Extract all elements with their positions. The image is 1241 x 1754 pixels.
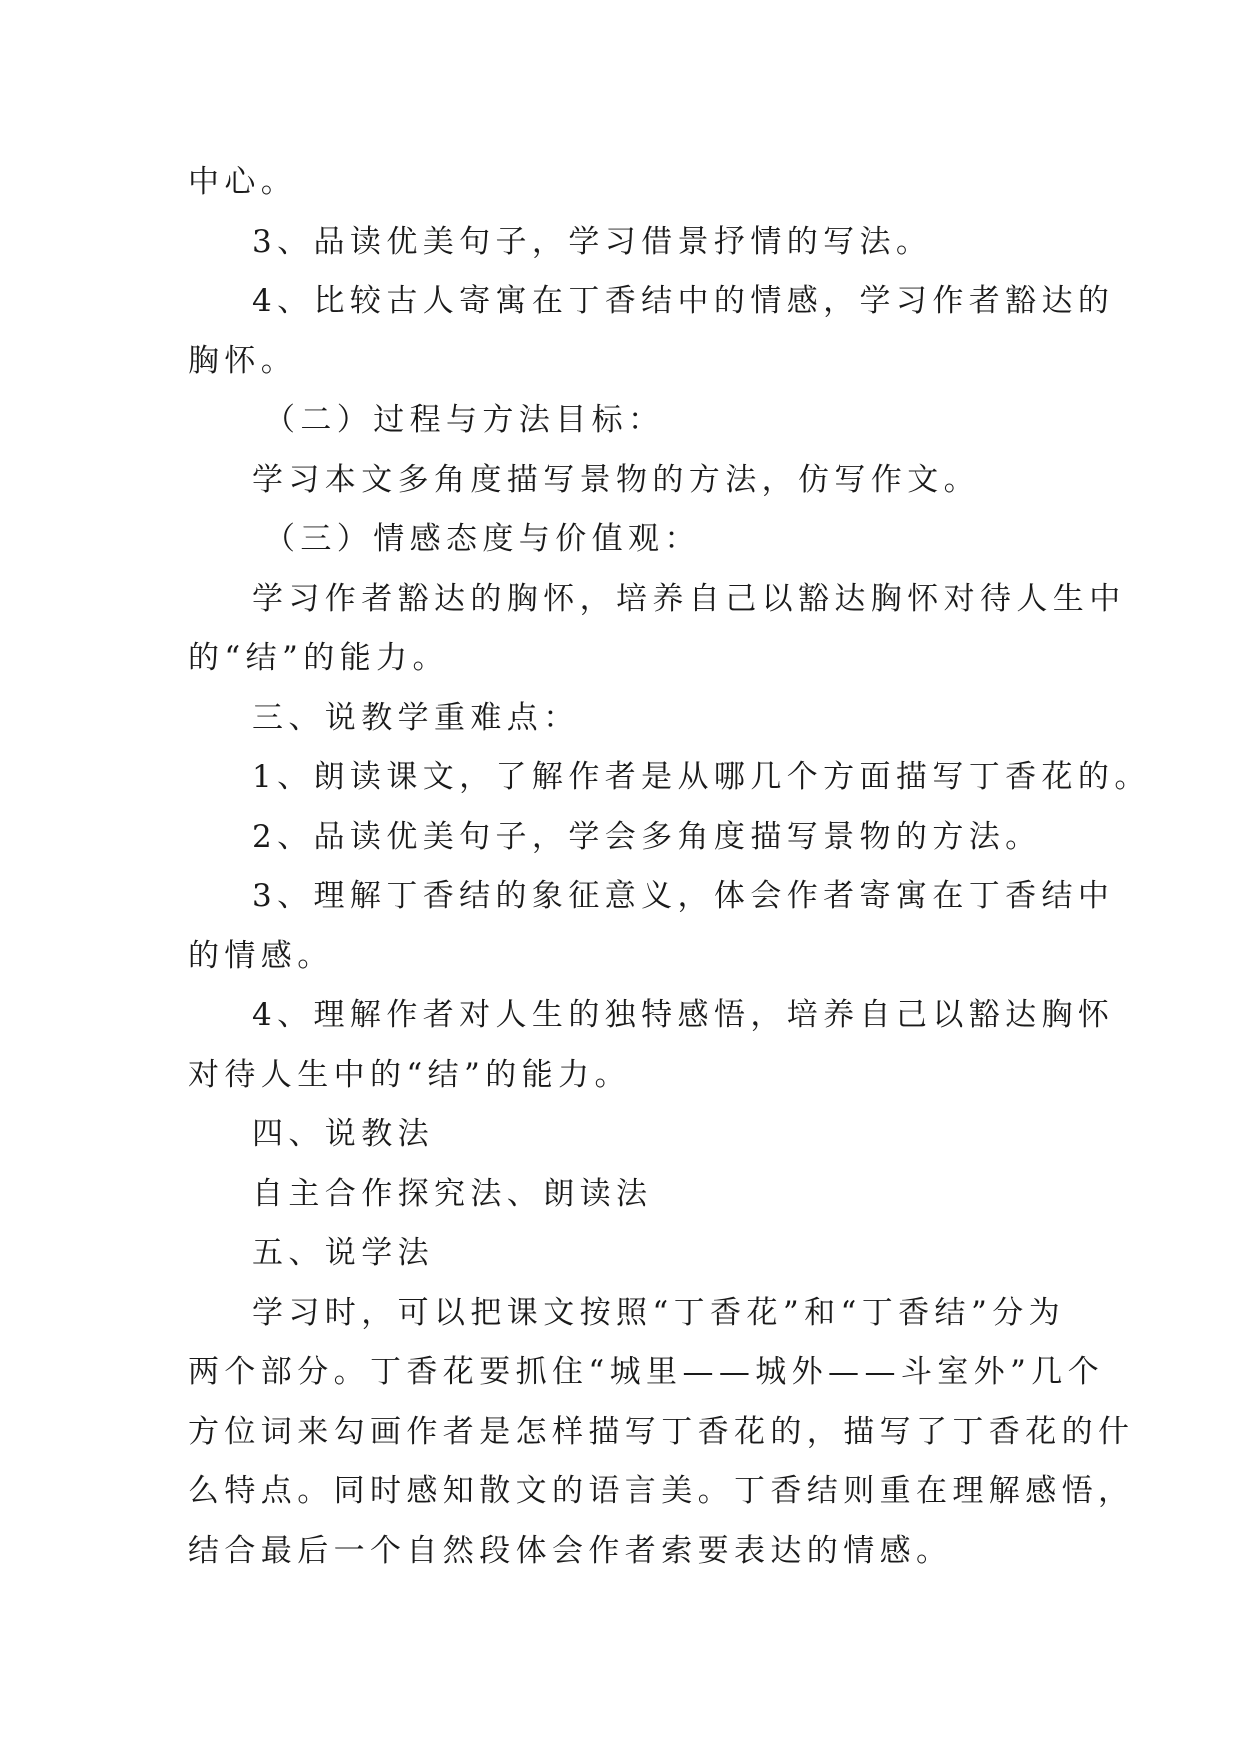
section-heading: 五、说学法 (252, 1235, 434, 1271)
text-line: 么特点。同时感知散文的语言美。丁香结则重在理解感悟， (188, 1473, 1135, 1509)
text-line: 学习本文多角度描写景物的方法，仿写作文。 (252, 461, 980, 498)
text-line: 3、理解丁香结的象征意义，体会作者寄寓在丁香结中 (252, 878, 1115, 914)
text-line: 3、品读优美句子，学习借景抒情的写法。 (252, 223, 933, 260)
text-line: 两个部分。丁香花要抓住“城里——城外——斗室外”几个 (188, 1354, 1105, 1390)
text-line: 对待人生中的“结”的能力。 (188, 1056, 631, 1093)
text-line: 方位词来勾画作者是怎样描写丁香花的，描写了丁香花的什 (188, 1413, 1135, 1450)
section-heading: 三、说教学重难点： (252, 699, 580, 736)
text-line: 学习时，可以把课文按照“丁香花”和“丁香结”分为 (252, 1294, 1065, 1331)
text-line: 4、比较古人寄寓在丁香结中的情感，学习作者豁达的 (252, 283, 1115, 319)
section-heading: 四、说教法 (252, 1116, 434, 1152)
text-line: 1、朗读课文，了解作者是从哪几个方面描写丁香花的。 (252, 759, 1151, 795)
text-line: 自主合作探究法、朗读法 (252, 1175, 653, 1212)
text-line: 中心。 (188, 164, 298, 200)
text-line: 4、理解作者对人生的独特感悟，培养自己以豁达胸怀 (252, 997, 1115, 1033)
text-line: 2、品读优美句子，学会多角度描写景物的方法。 (252, 818, 1042, 855)
text-line: 学习作者豁达的胸怀，培养自己以豁达胸怀对待人生中 (252, 580, 1126, 617)
section-heading: （三）情感态度与价值观： (264, 521, 701, 557)
document-body (188, 153, 1151, 1581)
section-heading: （二）过程与方法目标： (264, 402, 665, 438)
text-line: 结合最后一个自然段体会作者索要表达的情感。 (188, 1532, 953, 1569)
text-line: 的情感。 (188, 937, 334, 974)
text-line: 胸怀。 (188, 342, 298, 379)
text-line: 的“结”的能力。 (188, 640, 449, 676)
